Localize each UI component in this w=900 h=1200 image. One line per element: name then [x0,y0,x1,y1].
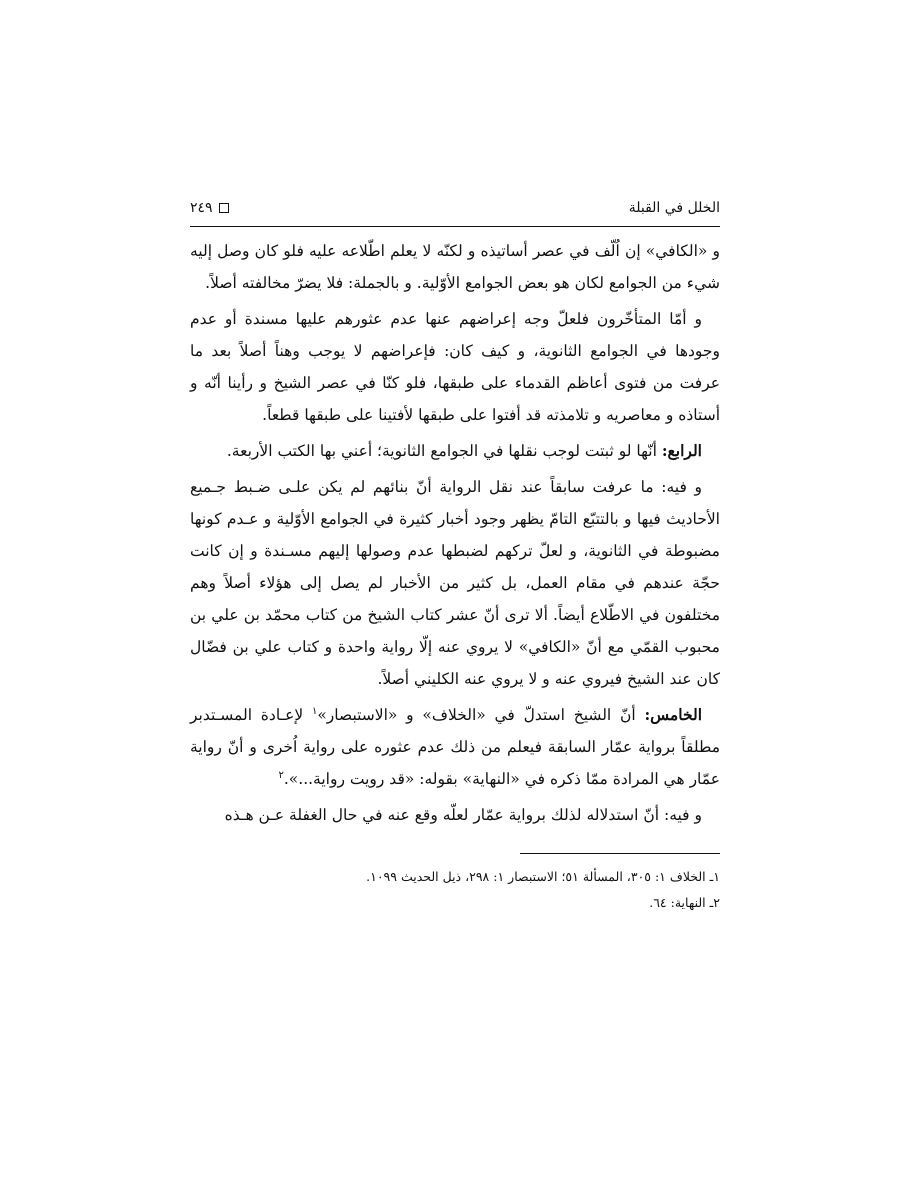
footnote-1: ١ـ الخلاف ١: ٣٠٥، المسألة ٥١؛ الاستبصار ١: ٢٩٨، ذيل الحديث ١٠٩٩. [366,869,720,884]
paragraph-5-text-b: لإعـادة المسـتدبر مطلقاً برواية عمّار السابقة فيعلم من ذلك عدم عثوره على رواية اُخرى و أنّ رواية عمّار هي المرادة ممّا ذكره في «النهاية» بقوله: «قد رويت رواية...». [190,706,720,788]
paragraph-3 [190,435,720,467]
paragraph-2: و أمّا المتأخّرون فلعلّ وجه إعراضهم عنها عدم عثورهم عليها مسندة أو عدم وجودها في الجوامع الثانوية، و كيف كان: فإعراضهم لا يوجب وهناً أصلاً بعد ما عرفت من فتوى أعاظم القدماء على طبقها، فلو كنّا في عصر الشيخ و رأينا أنّه و أستاذه و معاصريه و تلامذته قد أفتوا على طبقها لأفتينا على طبقها قطعاً. [190,310,720,424]
paragraph-3-text: أنّها لو ثبتت لوجب نقلها في الجوامع الثانوية؛ أعني بها الكتب الأربعة. [226,442,662,460]
paragraph-1: و «الكافي» إن اُلّف في عصر أساتيذه و لكنّه لا يعلم اطّلاعه عليه فلو كان وصل إليه شيء من الجوامع لكان هو بعض الجوامع الأوّلية. و بالجملة: فلا يضرّ مخالفته أصلاً. [190,242,720,292]
book-page [190,196,720,916]
page-number: ٢٤٩ [190,200,213,216]
body-text [190,235,720,831]
paragraph-5 [190,699,720,795]
point-five-label: الخامس: [644,705,702,724]
point-four-label: الرابع: [661,441,702,460]
footnote-rule [520,853,720,854]
footnote-2: ٢ـ النهاية: ٦٤. [649,895,720,910]
square-icon [219,203,229,213]
footnote-ref-2[interactable]: ٢ [278,769,284,781]
running-title: الخلل في القبلة [628,200,720,216]
paragraph-5-text-a: أنّ الشيخ استدلّ في «الخلاف» و «الاستبصار» [317,706,645,724]
paragraph-6: و فيه: أنّ استدلاله لذلك برواية عمّار لعلّه وقع عنه في حال الغفلة عـن هـذه [224,806,702,824]
footnote-ref-1[interactable]: ١ [311,705,318,717]
running-header [190,196,720,226]
header-rule [190,226,720,227]
paragraph-4: و فيه: ما عرفت سابقاً عند نقل الرواية أنّ بنائهم لم يكن علـى ضـبط جـميع الأحاديث فيها و بالتتبّع التامّ يظهر وجود أخبار كثيرة في الجوامع الأوّلية و عـدم كونها مضبوطة في الثانوية، و لعلّ تركهم لضبطها عدم وصولها إليهم مسـندة و إن كانت حجّة عندهم في مقام العمل، بل كثير من الأخبار لم يصل إلى هؤلاء أصلاً وهم مختلفون في الاطّلاع أيضاً. ألا ترى أنّ عشر كتاب الشيخ من كتاب محمّد بن علي بن محبوب القمّي مع أنّ «الكافي» لا يروي عنه إلّا رواية واحدة و كتاب علي بن فضّال كان عند الشيخ فيروي عنه و لا يروي عنه الكليني أصلاً. [190,478,720,688]
footnotes [190,864,720,916]
page-number-block [190,200,229,216]
